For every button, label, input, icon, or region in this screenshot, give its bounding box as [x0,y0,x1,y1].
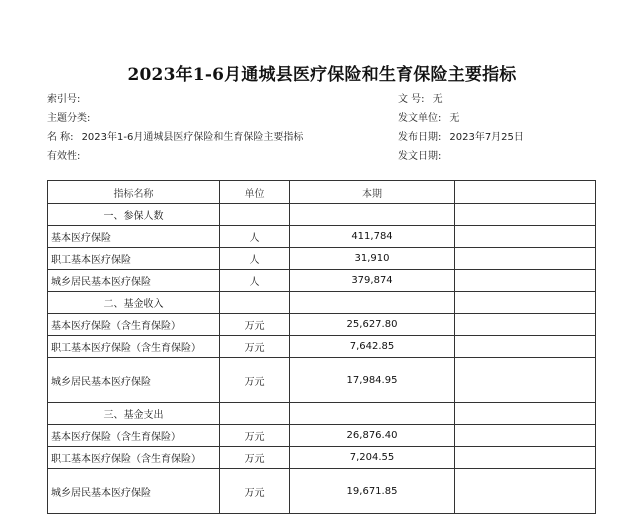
table-cell-name: 城乡居民基本医疗保险 [48,469,220,514]
table-row [48,270,596,292]
table-row [48,425,596,447]
table-cell-name: 基本医疗保险（含生育保险） [48,425,220,447]
table-cell-unit: 人 [220,270,290,292]
table-cell-extra [455,226,596,248]
document-name-value: 2023年1-6月通城县医疗保险和生育保险主要指标 [81,132,304,143]
topic-category-field [47,113,98,125]
indicators-table [47,180,596,514]
issuing-unit-field [398,113,459,125]
publish-date-label: 发布日期: [398,132,442,143]
table-cell-value [290,403,455,425]
header-unit: 单位 [220,181,290,204]
header-extra [455,181,596,204]
table-cell-extra [455,270,596,292]
table-cell-value [290,204,455,226]
table-cell-unit [220,403,290,425]
publish-date-field [398,132,524,144]
document-date-field [398,151,449,163]
table-cell-value [290,292,455,314]
table-cell-name: 职工基本医疗保险（含生育保险） [48,447,220,469]
publish-date-value: 2023年7月25日 [449,132,524,143]
table-cell-extra [455,292,596,314]
table-cell-extra [455,403,596,425]
table-cell-name: 城乡居民基本医疗保险 [48,358,220,403]
table-header-row [48,181,596,204]
document-number-field [398,94,443,106]
table-cell-unit: 万元 [220,425,290,447]
table-row [48,314,596,336]
table-cell-extra [455,204,596,226]
topic-category-label: 主题分类: [47,113,91,124]
table-cell-value: 26,876.40 [290,425,455,447]
table-cell-unit: 人 [220,248,290,270]
table-cell-value: 19,671.85 [290,469,455,514]
header-current-period: 本期 [290,181,455,204]
table-cell-unit: 万元 [220,336,290,358]
validity-field [47,151,88,163]
table-cell-extra [455,314,596,336]
table-row [48,358,596,403]
table-cell-value: 31,910 [290,248,455,270]
table-cell-value: 25,627.80 [290,314,455,336]
header-indicator-name: 指标名称 [48,181,220,204]
table-cell-name: 职工基本医疗保险（含生育保险） [48,336,220,358]
validity-label: 有效性: [47,151,81,162]
table-cell-unit: 万元 [220,469,290,514]
document-number-value: 无 [432,94,443,105]
table-row [48,447,596,469]
table-cell-unit [220,204,290,226]
section-title: 一、参保人数 [48,204,220,226]
document-date-label: 发文日期: [398,151,442,162]
table-cell-name: 职工基本医疗保险 [48,248,220,270]
document-number-label: 文 号: [398,94,425,105]
table-cell-extra [455,469,596,514]
table-cell-unit: 万元 [220,358,290,403]
table-cell-extra [455,447,596,469]
table-cell-value: 411,784 [290,226,455,248]
issuing-unit-label: 发文单位: [398,113,442,124]
table-cell-unit [220,292,290,314]
table-cell-name: 城乡居民基本医疗保险 [48,270,220,292]
table-cell-unit: 万元 [220,314,290,336]
issuing-unit-value: 无 [449,113,460,124]
table-cell-value: 379,874 [290,270,455,292]
table-row [48,469,596,514]
index-number-field [47,94,88,106]
section-title: 二、基金收入 [48,292,220,314]
table-cell-name: 基本医疗保险 [48,226,220,248]
table-cell-extra [455,358,596,403]
table-row [48,336,596,358]
table-cell-unit: 万元 [220,447,290,469]
section-row-fund-expenditure [48,403,596,425]
section-title: 三、基金支出 [48,403,220,425]
index-number-label: 索引号: [47,94,81,105]
table-cell-value: 17,984.95 [290,358,455,403]
document-name-label: 名 称: [47,132,74,143]
table-cell-value: 7,204.55 [290,447,455,469]
document-name-field [47,132,303,144]
table-cell-extra [455,248,596,270]
table-row [48,226,596,248]
table-cell-name: 基本医疗保险（含生育保险） [48,314,220,336]
table-cell-unit: 人 [220,226,290,248]
page-title: 2023年1-6月通城县医疗保险和生育保险主要指标 [127,65,517,85]
table-cell-value: 7,642.85 [290,336,455,358]
table-row [48,248,596,270]
table-cell-extra [455,336,596,358]
section-row-insured [48,204,596,226]
table-cell-extra [455,425,596,447]
section-row-fund-income [48,292,596,314]
